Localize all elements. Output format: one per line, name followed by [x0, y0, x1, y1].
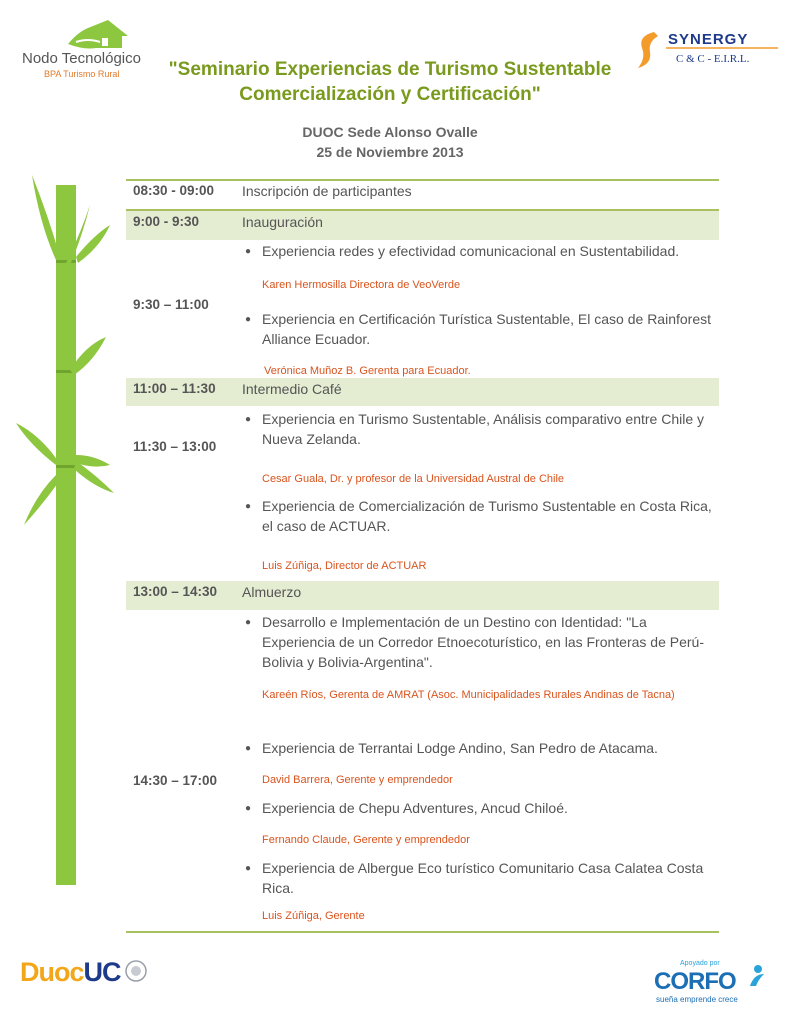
- session-item: Experiencia de Albergue Eco turístico Comunitario Casa Calatea Costa Rica.: [262, 860, 704, 896]
- time-slot: 9:30 – 11:00: [133, 297, 209, 312]
- duoc-uc-logo: [20, 957, 160, 997]
- bullet-icon: ●: [245, 743, 252, 754]
- bullet-icon: ●: [245, 501, 252, 512]
- activity: Almuerzo: [242, 584, 302, 600]
- corfo-tagline: Apoyado por: [680, 960, 720, 967]
- event-date: 25 de Noviembre 2013: [316, 144, 464, 160]
- nodo-subtitle: BPA Turismo Rural: [44, 69, 120, 79]
- corfo-logo: [652, 960, 772, 1008]
- synergy-name: SYNERGY: [668, 31, 749, 48]
- uc-wordmark: UC: [83, 957, 121, 987]
- bullet-icon: ●: [245, 617, 252, 628]
- speaker: Luis Zúñiga, Director de ACTUAR: [262, 560, 427, 572]
- session-item: Experiencia de Chepu Adventures, Ancud Chiloé.: [262, 800, 568, 816]
- speaker: Luis Zúñiga, Gerente: [262, 910, 365, 922]
- activity: Intermedio Café: [242, 381, 342, 397]
- speaker: Fernando Claude, Gerente y emprendedor: [262, 834, 470, 846]
- session-item: Desarrollo e Implementación de un Destino con Identidad: "La Experiencia de un Corredor Etnoecoturístico, en las Fronteras de Perú-Bolivia y Bolivia-Argentina".: [262, 614, 705, 670]
- activity: Inauguración: [242, 214, 323, 230]
- bullet-icon: ●: [245, 314, 252, 325]
- synergy-subtitle: C & C - E.I.R.L.: [676, 53, 750, 65]
- activity: Inscripción de participantes: [242, 183, 412, 199]
- uc-seal-icon: [125, 958, 147, 984]
- time-slot: 13:00 – 14:30: [133, 584, 218, 599]
- bullet-icon: ●: [245, 414, 252, 425]
- seminar-title-line1: "Seminario Experiencias de Turismo Sustentable: [168, 59, 612, 80]
- table-rule: [126, 931, 719, 933]
- corfo-slogan: sueña emprende crece: [656, 995, 738, 1004]
- row-band: [126, 211, 719, 240]
- nodo-name: Nodo Tecnológico: [22, 50, 141, 67]
- session-item: Experiencia de Comercialización de Turismo Sustentable en Costa Rica, el caso de ACTUAR.: [262, 498, 712, 534]
- speaker: Cesar Guala, Dr. y profesor de la Universidad Austral de Chile: [262, 473, 565, 485]
- session-item: Experiencia en Turismo Sustentable, Análisis comparativo entre Chile y Nueva Zelanda.: [262, 411, 704, 447]
- session-item: Experiencia redes y efectividad comunicacional en Sustentabilidad.: [262, 243, 680, 259]
- duoc-wordmark: Duoc: [20, 957, 84, 987]
- time-slot: 14:30 – 17:00: [133, 773, 218, 788]
- seminar-title-line2: Comercialización y Certificación": [239, 84, 541, 105]
- bullet-icon: ●: [245, 803, 252, 814]
- time-slot: 9:00 - 9:30: [133, 214, 200, 229]
- house-icon: [68, 20, 128, 49]
- speaker: Kareén Ríos, Gerenta de AMRAT (Asoc. Municipalidades Rurales Andinas de Tacna): [262, 689, 675, 701]
- time-slot: 11:30 – 13:00: [133, 439, 217, 454]
- speaker: Verónica Muñoz B. Gerenta para Ecuador.: [264, 365, 471, 377]
- bullet-icon: ●: [245, 246, 252, 257]
- time-slot: 08:30 - 09:00: [133, 183, 215, 198]
- table-rule: [126, 179, 719, 181]
- speaker: David Barrera, Gerente y emprendedor: [262, 774, 453, 786]
- venue: DUOC Sede Alonso Ovalle: [302, 124, 478, 140]
- speaker: Karen Hermosilla Directora de VeoVerde: [262, 279, 461, 291]
- session-item: Experiencia en Certificación Turística Sustentable, El caso de Rainforest Alliance Ecuador.: [262, 311, 712, 347]
- corfo-wordmark: CORFO: [654, 968, 736, 995]
- corfo-figure-icon: [748, 964, 766, 988]
- bamboo-illustration: [10, 165, 120, 887]
- time-slot: 11:00 – 11:30: [133, 381, 216, 396]
- bullet-icon: ●: [245, 863, 252, 874]
- session-item: Experiencia de Terrantai Lodge Andino, San Pedro de Atacama.: [262, 740, 658, 756]
